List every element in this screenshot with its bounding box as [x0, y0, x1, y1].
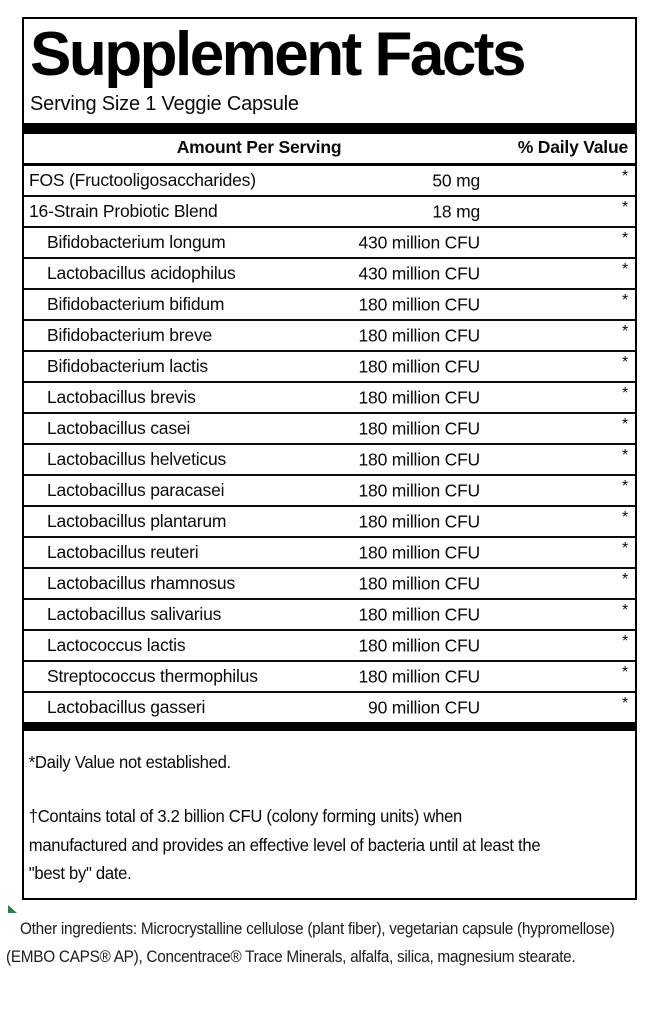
row-daily-value: * [621, 540, 628, 557]
row-amount: 430 million CFU [358, 232, 480, 252]
row-daily-value: * [621, 478, 628, 495]
row-ingredient-name: Lactobacillus gasseri [47, 697, 206, 717]
serving-size-text: Serving Size 1 Veggie Capsule [30, 93, 299, 115]
row-daily-value: * [621, 261, 628, 278]
row-daily-value: * [621, 230, 628, 247]
row-amount: 180 million CFU [358, 387, 480, 407]
section-divider-bar-bottom [24, 722, 635, 731]
table-row [24, 383, 635, 414]
cfu-footnote-line: †Contains total of 3.2 billion CFU (colony forming units) when [28, 806, 463, 826]
cfu-footnote [29, 802, 597, 888]
daily-value-header: % Daily Value [517, 137, 628, 157]
footnotes [24, 731, 604, 888]
row-amount: 180 million CFU [358, 418, 480, 438]
table-row [24, 631, 635, 662]
row-amount: 180 million CFU [358, 604, 480, 624]
row-amount: 180 million CFU [358, 294, 480, 314]
row-daily-value: * [621, 168, 628, 185]
row-amount: 180 million CFU [358, 480, 480, 500]
table-row [24, 445, 635, 476]
row-amount: 90 million CFU [368, 697, 480, 717]
row-ingredient-name: Lactobacillus reuteri [47, 542, 199, 562]
table-row [24, 569, 635, 600]
row-amount: 180 million CFU [358, 356, 480, 376]
row-daily-value: * [621, 447, 628, 464]
row-daily-value: * [621, 385, 628, 402]
section-divider-bar-top [24, 123, 635, 134]
row-amount: 180 million CFU [358, 511, 480, 531]
row-daily-value: * [621, 509, 628, 526]
table-row [24, 600, 635, 631]
row-ingredient-name: Lactobacillus paracasei [47, 480, 225, 500]
row-ingredient-name: Bifidobacterium breve [47, 325, 213, 345]
row-ingredient-name: Lactobacillus plantarum [47, 511, 227, 531]
table-row [24, 693, 635, 722]
panel-title: Supplement Facts [30, 20, 524, 89]
table-row [24, 166, 635, 197]
nutrient-table [24, 166, 635, 722]
row-ingredient-name: Streptococcus thermophilus [47, 666, 258, 686]
row-ingredient-name: Bifidobacterium bifidum [47, 294, 225, 314]
row-daily-value: * [621, 416, 628, 433]
table-row [24, 352, 635, 383]
row-daily-value: * [621, 664, 628, 681]
supplement-facts-panel [22, 17, 637, 900]
amount-per-serving-header: Amount Per Serving [176, 137, 342, 157]
cfu-footnote-line: manufactured and provides an effective level of bacteria until at least the [28, 834, 541, 855]
cfu-footnote-line: "best by" date. [28, 863, 132, 883]
table-row [24, 662, 635, 693]
row-daily-value: * [621, 571, 628, 588]
row-daily-value: * [621, 199, 628, 216]
table-row [24, 228, 635, 259]
table-header-row [24, 134, 635, 166]
table-row [24, 414, 635, 445]
table-row [24, 507, 635, 538]
row-amount: 180 million CFU [358, 542, 480, 562]
row-ingredient-name: Lactobacillus salivarius [47, 604, 222, 624]
row-daily-value: * [621, 323, 628, 340]
row-amount: 180 million CFU [358, 325, 480, 345]
row-daily-value: * [621, 292, 628, 309]
row-ingredient-name: 16-Strain Probiotic Blend [29, 201, 218, 221]
other-ingredients-line: (EMBO CAPS® AP), Concentrace® Trace Minerals, alfalfa, silica, magnesium stearate. [6, 947, 576, 966]
row-ingredient-name: Bifidobacterium lactis [47, 356, 208, 376]
row-amount: 180 million CFU [358, 573, 480, 593]
row-ingredient-name: Lactobacillus brevis [47, 387, 196, 407]
row-daily-value: * [621, 602, 628, 619]
table-row [24, 259, 635, 290]
other-ingredients-line: Other ingredients: Microcrystalline cellulose (plant fiber), vegetarian capsule (hypromellose) [19, 920, 615, 938]
other-ingredients-text [6, 916, 657, 971]
table-row [24, 290, 635, 321]
row-ingredient-name: FOS (Fructooligosaccharides) [29, 170, 256, 190]
table-row [24, 538, 635, 569]
row-daily-value: * [621, 633, 628, 650]
row-ingredient-name: Lactobacillus casei [47, 418, 191, 438]
row-daily-value: * [621, 695, 628, 712]
table-row [24, 197, 635, 228]
row-daily-value: * [621, 354, 628, 371]
row-amount: 180 million CFU [358, 666, 480, 686]
row-amount: 180 million CFU [358, 449, 480, 469]
row-amount: 50 mg [432, 170, 480, 190]
row-amount: 180 million CFU [358, 635, 480, 655]
row-ingredient-name: Lactobacillus helveticus [47, 449, 227, 469]
table-row [24, 476, 635, 507]
row-amount: 430 million CFU [358, 263, 480, 283]
row-ingredient-name: Bifidobacterium longum [47, 232, 226, 252]
daily-value-footnote: *Daily Value not established. [28, 752, 231, 772]
row-ingredient-name: Lactobacillus acidophilus [47, 263, 236, 283]
table-row [24, 321, 635, 352]
row-ingredient-name: Lactococcus lactis [47, 635, 186, 655]
row-amount: 18 mg [432, 201, 480, 221]
green-corner-mark [8, 905, 17, 913]
row-ingredient-name: Lactobacillus rhamnosus [47, 573, 236, 593]
